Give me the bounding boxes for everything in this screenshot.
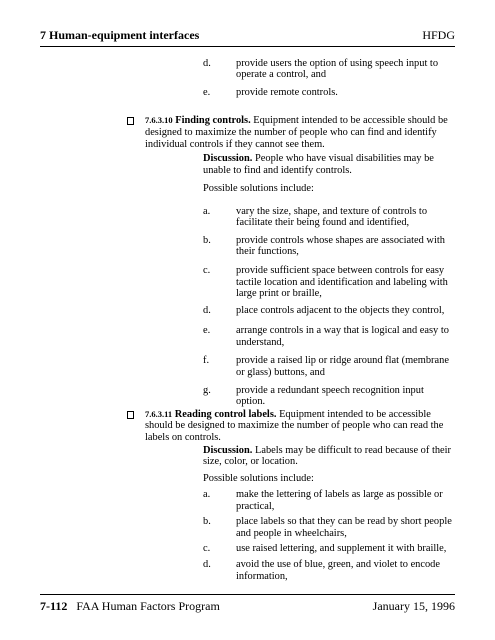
item-text: vary the size, shape, and texture of controls to facilitate their being found and identified, [236,205,428,229]
discussion [203,445,458,468]
list-item [203,559,458,582]
item-label: a. [203,489,211,501]
list-item [203,489,458,512]
discussion-label: Discussion. [203,444,253,456]
page-footer [40,599,455,614]
list-item [203,87,458,100]
item-label: a. [203,205,211,217]
item-text: provide sufficient space between controls for easy tactile location and identification and labeling with large print or braille, [236,264,448,300]
item-text: arrange controls in a way that is logical and easy to understand, [236,325,449,348]
section-reading-control-labels [145,409,455,444]
program-name: FAA Human Factors Program [76,599,220,613]
list-item [203,355,458,381]
list-item [203,305,458,318]
section-finding-controls [145,115,455,150]
item-label: b. [203,516,211,528]
item-text: make the lettering of labels as large as possible or practical, [236,489,443,512]
item-label: b. [203,234,211,246]
item-text: avoid the use of blue, green, and violet to encode information, [236,559,440,582]
discussion [203,153,458,176]
document-id: HFDG [422,28,455,42]
discussion-label: Discussion. [203,153,253,165]
item-text: provide a redundant speech recognition input option. [236,384,424,408]
list-item [203,265,458,304]
section-number: 7.6.3.11 [145,408,173,419]
solutions-list [203,489,458,590]
item-text: provide controls whose shapes are associated with their functions, [236,234,445,258]
list-item [203,58,458,84]
item-text: use raised lettering, and supplement it with braille, [236,543,447,555]
item-label: f. [203,355,210,367]
item-label: c. [203,264,211,276]
list-item [203,206,458,232]
list-item [203,235,458,261]
section-number: 7.6.3.10 [145,115,173,126]
page-number: 7-112 [40,599,68,613]
item-label: d. [203,57,211,69]
item-text: place labels so that they can be read by short people and people in wheelchairs, [236,516,452,539]
item-label: c. [203,543,211,555]
discussion-text: Labels may be difficult to read because of their size, color, or location. [203,444,451,468]
chapter-title: 7 Human-equipment interfaces [40,28,200,42]
item-text: provide users the option of using speech input to operate a control, and [236,57,439,81]
list-item [203,516,458,539]
section-body: Equipment intended to be accessible should be designed to maximize the number of people who can find and identify individual controls if they cannot see them. [145,115,448,150]
item-label: d. [203,305,211,317]
page-header [40,28,455,43]
checkbox-icon [127,411,134,419]
header-rule [40,46,455,47]
list-item [203,325,458,351]
item-text: place controls adjacent to the objects they control, [236,305,445,317]
solutions-intro: Possible solutions include: [203,183,314,195]
list-item [203,543,458,555]
item-label: e. [203,86,211,98]
item-text: provide remote controls. [236,86,338,98]
footer-rule [40,594,455,595]
discussion-text: People who have visual disabilities may be unable to find and identify controls. [203,153,434,176]
section-title: Finding controls. [175,115,251,127]
section-title: Reading control labels. [174,408,277,420]
section-body: Equipment intended to be accessible should be designed to maximize the number of people who can read the labels on controls. [145,408,444,443]
checkbox-icon [127,117,134,125]
solutions-intro: Possible solutions include: [203,473,314,485]
item-label: d. [203,559,211,571]
item-label: e. [203,325,211,337]
item-text: provide a raised lip or ridge around flat (membrane or glass) buttons, and [236,355,449,378]
list-item [203,385,458,411]
publication-date: January 15, 1996 [372,599,455,613]
item-label: g. [203,384,211,396]
